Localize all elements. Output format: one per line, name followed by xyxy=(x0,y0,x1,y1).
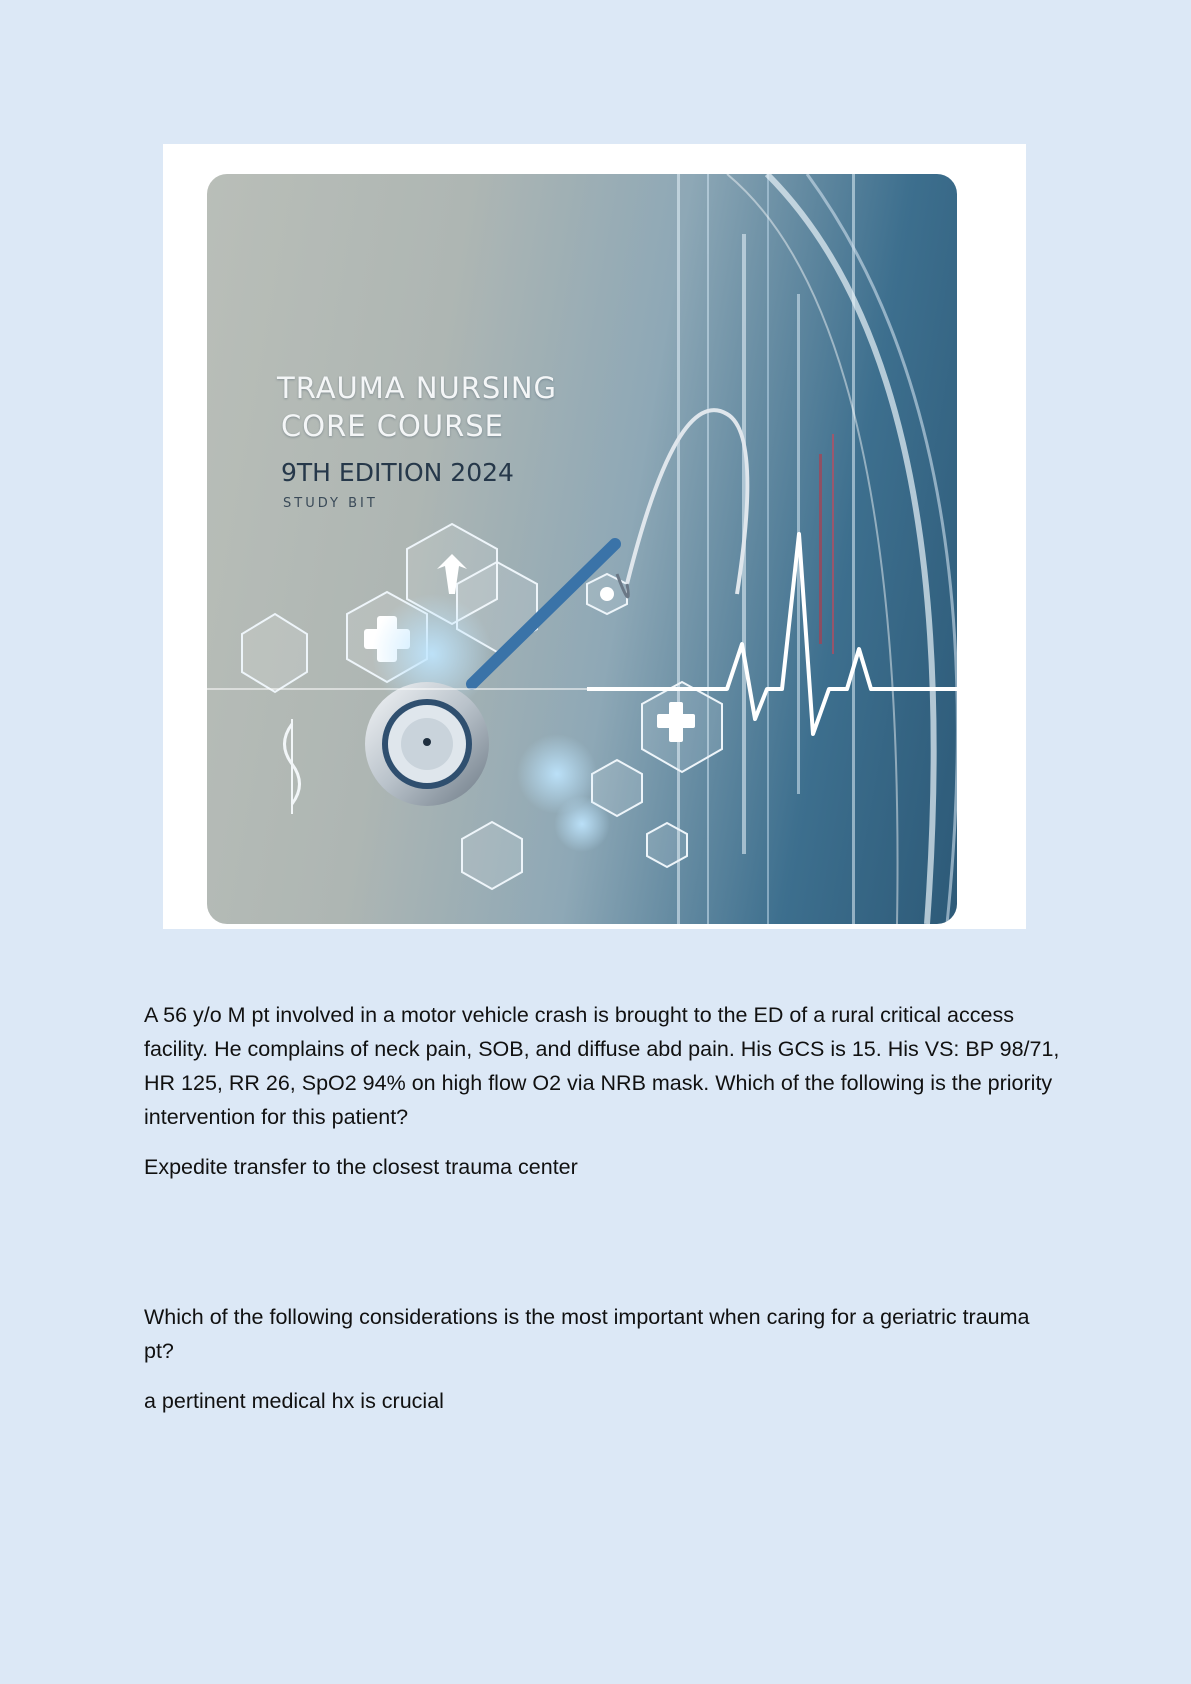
cover-title xyxy=(277,369,557,445)
cover-subtitle: STUDY BIT xyxy=(283,496,378,511)
cover-title-line2: CORE COURSE xyxy=(281,409,504,443)
question-text: Which of the following considerations is the most important when caring for a geriatric trauma pt? xyxy=(144,1305,1030,1363)
answer-2 xyxy=(144,1384,1064,1418)
answer-text: a pertinent medical hx is crucial xyxy=(144,1389,444,1413)
question-text: A 56 y/o M pt involved in a motor vehicle crash is brought to the ED of a rural critical access facility. He complains of neck pain, SOB, and diffuse abd pain. His GCS is 15. His VS: BP 98/71, HR 125, RR 26, SpO2 94% on high flow O2 via NRB mask. Which of the following is the priority intervention for this patient? xyxy=(144,1003,1060,1129)
light-streaks xyxy=(677,174,855,924)
answer-text: Expedite transfer to the closest trauma center xyxy=(144,1155,578,1179)
cover-image-frame xyxy=(163,144,1026,929)
cover-title-line1: TRAUMA NURSING xyxy=(277,371,558,405)
cover-edition: 9TH EDITION 2024 xyxy=(281,458,514,487)
cover-image xyxy=(207,174,957,924)
question-1 xyxy=(144,998,1064,1134)
hexagon-icons xyxy=(242,524,722,889)
cover-artwork xyxy=(207,174,957,924)
question-2 xyxy=(144,1300,1064,1368)
answer-1 xyxy=(144,1150,1064,1184)
